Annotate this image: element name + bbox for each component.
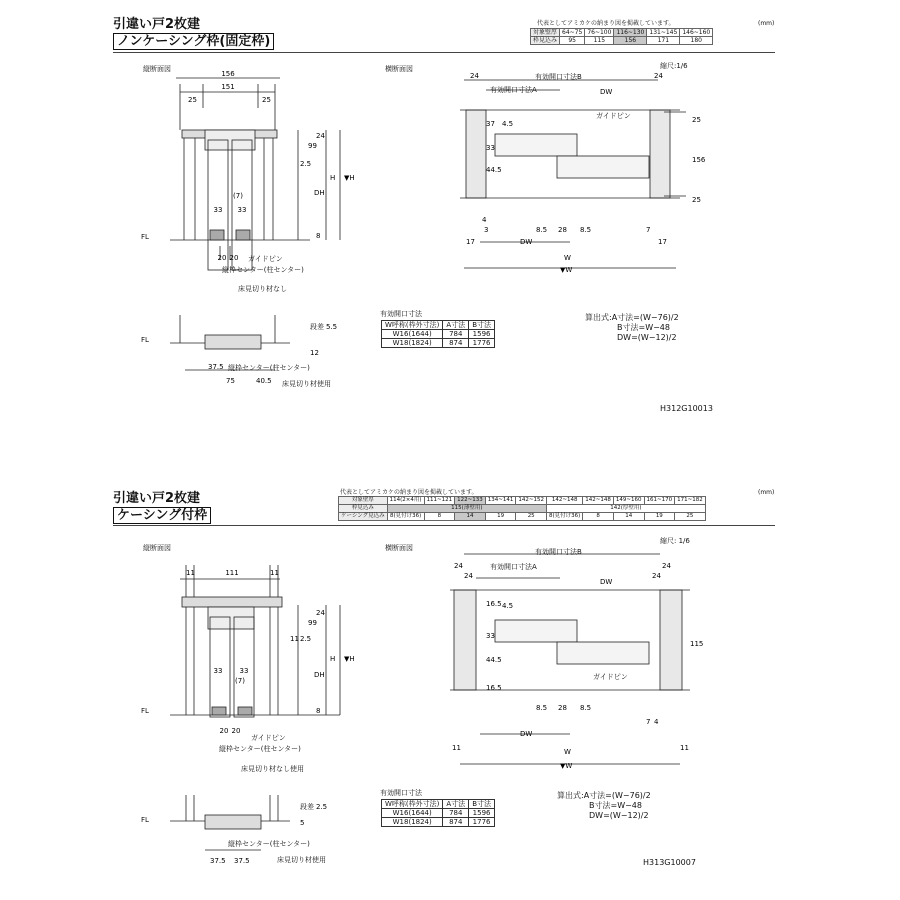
table-cell: 19 bbox=[644, 513, 675, 521]
table-cell: W呼称(枠外寸法) bbox=[382, 321, 443, 330]
bottom-scale: 縮尺: 1/6 bbox=[660, 537, 690, 545]
dim-4-5: 4.5 bbox=[502, 602, 514, 610]
bottom-floor-detail-drawing bbox=[150, 795, 360, 870]
top-size-title: 有効開口寸法 bbox=[380, 310, 422, 318]
table-cell: 114(2×4用) bbox=[387, 497, 424, 505]
top-note: 代表としてアミカケの納まり図を掲載しています。 bbox=[537, 20, 675, 27]
dim-115: 115 bbox=[690, 640, 704, 648]
dim-11-vert: 11 bbox=[290, 635, 299, 643]
top-floor-none: 床見切り材なし bbox=[238, 285, 287, 293]
table-row bbox=[382, 809, 495, 818]
dim-37: 37 bbox=[486, 120, 495, 128]
dim-99: 99 bbox=[308, 142, 317, 150]
bottom-frame-center-2: 縦枠センター(柱センター) bbox=[228, 840, 310, 848]
bottom-floor-none: 床見切り材なし使用 bbox=[241, 765, 304, 773]
table-cell: 64~75 bbox=[560, 29, 585, 37]
top-horizontal-section-drawing bbox=[440, 72, 706, 274]
dim-w-arrow: ▼W bbox=[560, 762, 573, 770]
dim-step: 段差 bbox=[300, 803, 314, 811]
top-horizontal-label: 横断面図 bbox=[385, 65, 413, 73]
table-row bbox=[382, 321, 495, 330]
bottom-fl-label-2: FL bbox=[141, 816, 149, 824]
table-cell: 1776 bbox=[469, 339, 495, 348]
table-cell: W18(1824) bbox=[382, 339, 443, 348]
dim-33-right: 33 bbox=[237, 206, 247, 214]
top-unit: (mm) bbox=[758, 20, 775, 27]
dim-28: 28 bbox=[558, 226, 567, 234]
dim-w: W bbox=[564, 748, 571, 756]
bottom-drawing-code: H313G10007 bbox=[643, 858, 696, 867]
dim-33-right: 33 bbox=[239, 667, 249, 675]
dim-156: 156 bbox=[221, 70, 235, 78]
bottom-vertical-label: 縦断面図 bbox=[143, 544, 171, 552]
dim-24: 24 bbox=[316, 609, 325, 617]
dim-24: 24 bbox=[316, 132, 325, 140]
table-row bbox=[531, 29, 713, 37]
dim-w-arrow: ▼W bbox=[560, 266, 573, 274]
table-cell: 161~170 bbox=[644, 497, 675, 505]
bottom-formula: 算出式:A寸法=(W−76)/2 B寸法=W−48 DW=(W−12)/2 bbox=[557, 791, 651, 820]
dim-33: 33 bbox=[486, 144, 495, 152]
table-cell: 対象壁厚 bbox=[531, 29, 560, 37]
table-cell: 171~182 bbox=[675, 497, 706, 505]
table-cell: A寸法 bbox=[443, 800, 469, 809]
table-cell: 146~160 bbox=[680, 29, 713, 37]
top-floor-used: 床見切り材使用 bbox=[282, 380, 331, 388]
bottom-unit: (mm) bbox=[758, 489, 775, 496]
bottom-divider bbox=[113, 525, 775, 526]
dim-33: 33 bbox=[486, 632, 495, 640]
dim-12: 12 bbox=[310, 349, 319, 357]
table-cell: 25 bbox=[675, 513, 706, 521]
dim-8-5-left: 8.5 bbox=[536, 226, 548, 234]
dim-7-paren: (7) bbox=[235, 677, 245, 685]
top-vertical-label: 縦断面図 bbox=[143, 65, 171, 73]
bottom-size-title: 有効開口寸法 bbox=[380, 789, 422, 797]
table-cell: 115 bbox=[585, 37, 614, 45]
dim-step: 段差 bbox=[310, 323, 324, 331]
table-cell: 1596 bbox=[469, 809, 495, 818]
table-cell: 149~160 bbox=[613, 497, 644, 505]
table-cell: 142~152 bbox=[516, 497, 547, 505]
dim-h: H bbox=[330, 655, 336, 663]
table-cell: B寸法 bbox=[469, 321, 495, 330]
dim-2-5: 2.5 bbox=[300, 635, 312, 643]
dim-44-5: 44.5 bbox=[486, 656, 502, 664]
dim-2-5: 2.5 bbox=[300, 160, 312, 168]
table-cell: 19 bbox=[485, 513, 516, 521]
bottom-horizontal-label: 横断面図 bbox=[385, 544, 413, 552]
table-cell: 95 bbox=[560, 37, 585, 45]
dim-w: W bbox=[564, 254, 571, 262]
top-guide-pin-h: ガイドピン bbox=[596, 112, 631, 120]
table-row bbox=[382, 818, 495, 827]
dim-16-5-bottom: 16.5 bbox=[486, 684, 502, 692]
table-cell: ケーシング見込み bbox=[339, 513, 388, 521]
table-row bbox=[382, 339, 495, 348]
dim-24-right: 24 bbox=[654, 72, 663, 80]
dim-8-5-left: 8.5 bbox=[536, 704, 548, 712]
dim-dh: DH bbox=[314, 671, 325, 679]
dim-24-l2: 24 bbox=[464, 572, 473, 580]
table-cell: 8 bbox=[424, 513, 455, 521]
table-cell: 14 bbox=[613, 513, 644, 521]
dim-7-paren: (7) bbox=[233, 192, 243, 200]
dim-4-5: 4.5 bbox=[502, 120, 514, 128]
table-row bbox=[382, 330, 495, 339]
table-row bbox=[339, 497, 706, 505]
dim-11-right: 11 bbox=[270, 569, 279, 577]
table-cell: 784 bbox=[443, 330, 469, 339]
dim-37-5-right: 37.5 bbox=[234, 857, 250, 865]
bottom-eff-b: 有効開口寸法B bbox=[535, 548, 582, 556]
dim-5-5: 5.5 bbox=[326, 323, 338, 331]
dim-33-left: 33 bbox=[213, 206, 223, 214]
table-row bbox=[339, 505, 706, 513]
dim-8-5-right: 8.5 bbox=[580, 704, 592, 712]
bottom-spec-table bbox=[338, 496, 706, 521]
dim-dw-bottom: DW bbox=[520, 730, 533, 738]
table-cell: 76~100 bbox=[585, 29, 614, 37]
dim-7: 7 bbox=[646, 226, 651, 234]
bottom-floor-used: 床見切り材使用 bbox=[277, 856, 326, 864]
top-frame-center: 縦枠センター(柱センター) bbox=[222, 266, 304, 274]
top-fl-label: FL bbox=[141, 233, 149, 241]
top-eff-b: 有効開口寸法B bbox=[535, 73, 582, 81]
table-cell: 116~130 bbox=[614, 29, 647, 37]
top-scale: 縮尺:1/6 bbox=[660, 62, 688, 70]
dim-h-arrow: ▼H bbox=[344, 174, 355, 182]
top-divider bbox=[113, 52, 775, 53]
dim-dh: DH bbox=[314, 189, 325, 197]
table-row bbox=[339, 513, 706, 521]
dim-7: 7 bbox=[646, 718, 651, 726]
dim-24-l: 24 bbox=[454, 562, 463, 570]
table-cell: 枠見込み bbox=[531, 37, 560, 45]
table-cell: 874 bbox=[443, 818, 469, 827]
dim-24-r2: 24 bbox=[652, 572, 661, 580]
dim-25-r1: 25 bbox=[692, 116, 701, 124]
table-cell: W16(1644) bbox=[382, 809, 443, 818]
top-spec-table bbox=[530, 28, 713, 45]
bottom-guide-pin: ガイドピン bbox=[251, 734, 286, 742]
table-cell: 131~145 bbox=[647, 29, 680, 37]
bottom-fl-label: FL bbox=[141, 707, 149, 715]
dim-8: 8 bbox=[316, 707, 321, 715]
bottom-frame-center: 縦枠センター(柱センター) bbox=[219, 745, 301, 753]
dim-2-5: 2.5 bbox=[316, 803, 328, 811]
top-size-table bbox=[381, 320, 495, 348]
dim-20-right: 20 bbox=[231, 727, 241, 735]
table-cell: 171 bbox=[647, 37, 680, 45]
table-cell: 874 bbox=[443, 339, 469, 348]
dim-11-right-h: 11 bbox=[680, 744, 689, 752]
dim-28: 28 bbox=[558, 704, 567, 712]
dim-75: 75 bbox=[226, 377, 235, 385]
table-cell: 142(厚壁用) bbox=[547, 505, 706, 513]
table-cell: 111~121 bbox=[424, 497, 455, 505]
dim-25-right: 25 bbox=[262, 96, 271, 104]
dim-20-right: 20 bbox=[229, 254, 239, 262]
top-guide-pin: ガイドピン bbox=[248, 255, 283, 263]
table-cell: W呼称(枠外寸法) bbox=[382, 800, 443, 809]
dim-99: 99 bbox=[308, 619, 317, 627]
dim-h: H bbox=[330, 174, 336, 182]
dim-4: 4 bbox=[654, 718, 659, 726]
bottom-subtitle: ケーシング付枠 bbox=[113, 507, 211, 524]
bottom-note: 代表としてアミカケの納まり図を掲載しています。 bbox=[340, 489, 478, 496]
dim-8: 8 bbox=[316, 232, 321, 240]
dim-20-left: 20 bbox=[217, 254, 227, 262]
bottom-guide-pin-h: ガイドピン bbox=[593, 673, 628, 681]
top-drawing-code: H312G10013 bbox=[660, 404, 713, 413]
dim-40-5: 40.5 bbox=[256, 377, 272, 385]
table-cell: 1776 bbox=[469, 818, 495, 827]
dim-17-right: 17 bbox=[658, 238, 667, 246]
table-cell: 25 bbox=[516, 513, 547, 521]
dim-dw: DW bbox=[600, 578, 613, 586]
dim-37-5: 37.5 bbox=[208, 363, 224, 371]
dim-4: 4 bbox=[482, 216, 487, 224]
top-formula: 算出式:A寸法=(W−76)/2 B寸法=W−48 DW=(W−12)/2 bbox=[585, 313, 679, 342]
table-cell: W18(1824) bbox=[382, 818, 443, 827]
table-cell: A寸法 bbox=[443, 321, 469, 330]
table-cell: 180 bbox=[680, 37, 713, 45]
bottom-title: 引違い戸2枚建 bbox=[113, 491, 201, 506]
table-cell: 156 bbox=[614, 37, 647, 45]
table-cell: B寸法 bbox=[469, 800, 495, 809]
dim-25-r2: 25 bbox=[692, 196, 701, 204]
table-cell: W16(1644) bbox=[382, 330, 443, 339]
dim-5: 5 bbox=[300, 819, 305, 827]
top-fl-label-2: FL bbox=[141, 336, 149, 344]
bottom-size-table bbox=[381, 799, 495, 827]
table-cell: 8 bbox=[583, 513, 614, 521]
table-cell: 122~133 bbox=[455, 497, 486, 505]
table-row bbox=[382, 800, 495, 809]
table-cell: 14 bbox=[455, 513, 486, 521]
table-cell: 枠見込み bbox=[339, 505, 388, 513]
table-cell: 134~141 bbox=[485, 497, 516, 505]
table-cell: 142~148 bbox=[583, 497, 614, 505]
table-cell: 784 bbox=[443, 809, 469, 818]
table-cell: 115(薄壁用) bbox=[387, 505, 546, 513]
dim-24-left: 24 bbox=[470, 72, 479, 80]
dim-dw: DW bbox=[600, 88, 613, 96]
dim-h-arrow: ▼H bbox=[344, 655, 355, 663]
bottom-horizontal-section-drawing bbox=[440, 550, 704, 770]
table-cell: 142~148 bbox=[547, 497, 583, 505]
table-cell: 対象壁厚 bbox=[339, 497, 388, 505]
dim-33-left: 33 bbox=[213, 667, 223, 675]
dim-25-left: 25 bbox=[188, 96, 197, 104]
top-frame-center-2: 縦枠センター(柱センター) bbox=[228, 364, 310, 372]
top-subtitle: ノンケーシング枠(固定枠) bbox=[113, 33, 274, 50]
dim-11-left-h: 11 bbox=[452, 744, 461, 752]
dim-8-5-right: 8.5 bbox=[580, 226, 592, 234]
dim-111: 111 bbox=[225, 569, 239, 577]
dim-dw-bottom: DW bbox=[520, 238, 533, 246]
dim-44-5: 44.5 bbox=[486, 166, 502, 174]
dim-24-r: 24 bbox=[662, 562, 671, 570]
table-cell: 8(見付け36) bbox=[547, 513, 583, 521]
dim-17: 17 bbox=[466, 238, 475, 246]
top-eff-a: 有効開口寸法A bbox=[490, 86, 537, 94]
table-cell: 1596 bbox=[469, 330, 495, 339]
dim-16-5-top: 16.5 bbox=[486, 600, 502, 608]
dim-156-r: 156 bbox=[692, 156, 706, 164]
bottom-eff-a: 有効開口寸法A bbox=[490, 563, 537, 571]
dim-151: 151 bbox=[221, 83, 235, 91]
top-title: 引違い戸2枚建 bbox=[113, 17, 201, 32]
table-cell: 8(見付け36) bbox=[387, 513, 424, 521]
dim-37-5-left: 37.5 bbox=[210, 857, 226, 865]
dim-3: 3 bbox=[484, 226, 489, 234]
table-row bbox=[531, 37, 713, 45]
dim-11-left: 11 bbox=[186, 569, 195, 577]
dim-20-left: 20 bbox=[219, 727, 229, 735]
